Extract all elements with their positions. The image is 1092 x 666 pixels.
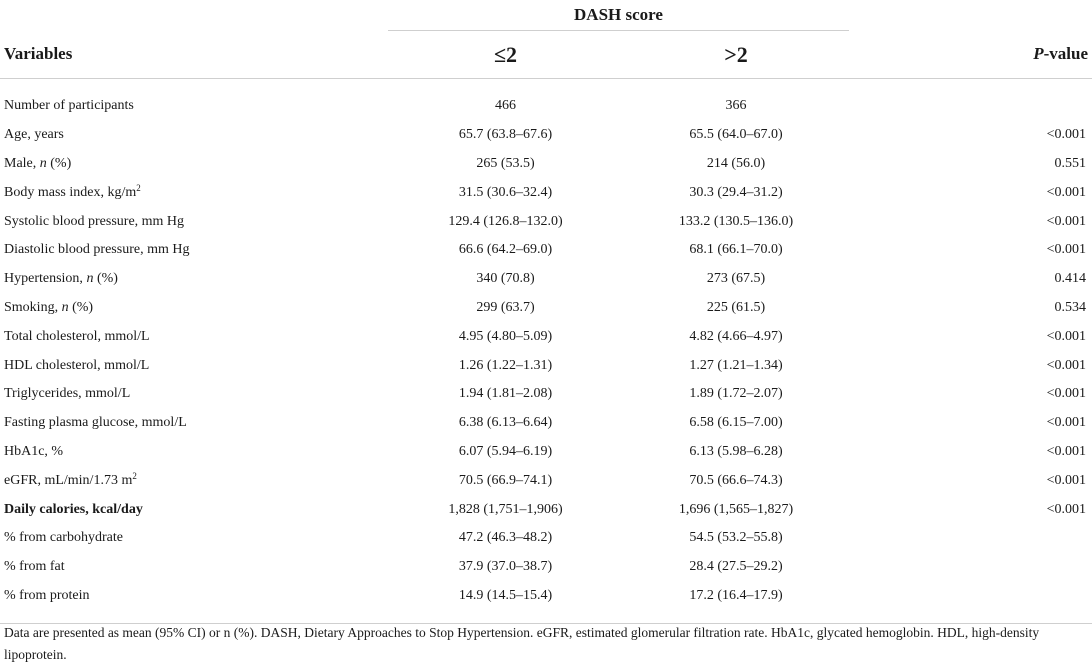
header-empty-cell: [0, 0, 388, 31]
variable-label-text: Daily calories, kcal/day: [4, 501, 143, 517]
table-row: [0, 409, 1092, 438]
variable-label-suffix: (%): [68, 299, 94, 315]
p-value: <0.001: [1046, 472, 1086, 488]
value-low-dash: 1.26 (1.22–1.31): [458, 357, 553, 373]
variable-label: [0, 178, 388, 207]
value-high-dash: 54.5 (53.2–55.8): [689, 530, 783, 546]
variable-label-suffix: (%): [46, 155, 72, 171]
table-row: [0, 178, 1092, 207]
variable-label: [0, 92, 388, 121]
variable-label-text: Systolic blood pressure, mm Hg: [4, 213, 185, 229]
value-low-dash: 6.07 (5.94–6.19): [458, 443, 553, 459]
value-low-dash: 1,828 (1,751–1,906): [448, 501, 563, 517]
p-value: 0.414: [1054, 271, 1086, 287]
variable-label-superscript: 2: [136, 182, 141, 193]
value-low-dash: 265 (53.5): [476, 155, 535, 171]
variable-label: [0, 236, 388, 265]
table-body: [0, 92, 1092, 610]
variable-label-text: Total cholesterol, mmol/L: [4, 328, 150, 344]
p-value: <0.001: [1046, 386, 1086, 402]
value-high-dash: 1.89 (1.72–2.07): [689, 386, 783, 402]
value-high-dash: 1.27 (1.21–1.34): [689, 357, 783, 373]
table-row: [0, 582, 1092, 611]
variable-label: [0, 265, 388, 294]
group-high-heading: >2: [623, 31, 849, 79]
p-value-heading: [849, 31, 1092, 79]
variable-label-suffix: (%): [93, 271, 118, 287]
variable-label-text: % from protein: [4, 587, 90, 603]
value-low-dash: 299 (63.7): [476, 299, 535, 315]
value-low-dash: 66.6 (64.2–69.0): [458, 242, 553, 258]
variable-label-text: Hypertension,: [4, 271, 87, 287]
variable-label-italic: n: [39, 155, 47, 171]
table-row: [0, 121, 1092, 150]
value-high-dash: 68.1 (66.1–70.0): [689, 242, 783, 258]
variable-label-text: Fasting plasma glucose, mmol/L: [4, 415, 187, 431]
variable-label-text: % from carbohydrate: [4, 530, 123, 546]
variable-label-text: Body mass index, kg/m: [4, 184, 137, 200]
variable-label: [0, 466, 388, 495]
value-high-dash: 133.2 (130.5–136.0): [678, 213, 794, 229]
variables-heading: Variables: [0, 31, 388, 79]
p-value: <0.001: [1046, 184, 1086, 200]
value-high-dash: 273 (67.5): [706, 271, 766, 287]
variable-label: [0, 524, 388, 553]
value-high-dash: 1,696 (1,565–1,827): [678, 501, 794, 517]
variable-label-text: Diastolic blood pressure, mm Hg: [4, 242, 190, 258]
value-high-dash: 70.5 (66.6–74.3): [689, 472, 783, 488]
variable-label-text: Male,: [4, 155, 40, 171]
p-value-italic: P: [1033, 44, 1044, 64]
value-low-dash: 4.95 (4.80–5.09): [458, 328, 553, 344]
p-value: [849, 524, 1092, 553]
variable-label: [0, 409, 388, 438]
value-high-dash: 214 (56.0): [706, 155, 766, 171]
value-low-dash: 31.5 (30.6–32.4): [458, 184, 553, 200]
value-low-dash: 466: [495, 98, 516, 114]
table-row: [0, 92, 1092, 121]
p-value: <0.001: [1046, 242, 1086, 258]
table-row: [0, 150, 1092, 179]
table-row: [0, 294, 1092, 323]
header-empty-cell: [849, 0, 1092, 31]
variable-label-superscript: 2: [132, 470, 137, 481]
variable-label-text: % from fat: [4, 559, 65, 575]
header-row-group: [0, 0, 1092, 31]
value-high-dash: 366: [725, 98, 747, 114]
variable-label: [0, 438, 388, 467]
variable-label: [0, 582, 388, 611]
variable-label-italic: n: [86, 271, 94, 287]
variable-label-text: Triglycerides, mmol/L: [4, 386, 131, 402]
table-row: [0, 438, 1092, 467]
p-value: <0.001: [1046, 357, 1086, 373]
value-low-dash: 1.94 (1.81–2.08): [458, 386, 553, 402]
value-low-dash: 6.38 (6.13–6.64): [458, 415, 553, 431]
variable-label: [0, 351, 388, 380]
value-low-dash: 70.5 (66.9–74.1): [458, 472, 553, 488]
p-value: 0.551: [1054, 155, 1086, 171]
p-value: [849, 553, 1092, 582]
p-value: <0.001: [1046, 213, 1086, 229]
variable-label: [0, 553, 388, 582]
p-value: [849, 582, 1092, 611]
variable-label-text: Age, years: [4, 127, 64, 143]
value-high-dash: 28.4 (27.5–29.2): [689, 559, 783, 575]
value-high-dash: 17.2 (16.4–17.9): [689, 587, 783, 603]
variable-label-text: HbA1c, %: [4, 443, 64, 459]
table-row: [0, 524, 1092, 553]
value-low-dash: 14.9 (14.5–15.4): [458, 587, 553, 603]
value-low-dash: 47.2 (46.3–48.2): [458, 530, 553, 546]
p-value: <0.001: [1046, 443, 1086, 459]
p-value: [849, 92, 1092, 121]
variable-label: [0, 121, 388, 150]
p-value: 0.534: [1054, 299, 1086, 315]
variable-label-text: Smoking,: [4, 299, 62, 315]
variable-label: [0, 495, 388, 524]
value-high-dash: 4.82 (4.66–4.97): [689, 328, 783, 344]
value-high-dash: 30.3 (29.4–31.2): [689, 184, 783, 200]
value-low-dash: 65.7 (63.8–67.6): [458, 127, 553, 143]
value-low-dash: 129.4 (126.8–132.0): [448, 213, 563, 229]
variable-label-text: eGFR, mL/min/1.73 m: [4, 472, 133, 488]
value-high-dash: 225 (61.5): [706, 299, 766, 315]
variable-label-italic: n: [61, 299, 69, 315]
variable-label: [0, 380, 388, 409]
value-high-dash: 65.5 (64.0–67.0): [689, 127, 783, 143]
variable-label-text: HDL cholesterol, mmol/L: [4, 357, 150, 373]
table-row: [0, 495, 1092, 524]
p-value: <0.001: [1046, 501, 1086, 517]
p-value: <0.001: [1046, 415, 1086, 431]
value-high-dash: 6.58 (6.15–7.00): [689, 415, 783, 431]
variable-label: [0, 294, 388, 323]
table-row: [0, 380, 1092, 409]
table-row: [0, 322, 1092, 351]
table-row: [0, 553, 1092, 582]
variable-label: [0, 150, 388, 179]
dash-score-heading: DASH score: [388, 0, 849, 31]
table-row: [0, 236, 1092, 265]
value-low-dash: 37.9 (37.0–38.7): [458, 559, 553, 575]
value-low-dash: 340 (70.8): [476, 271, 535, 287]
group-low-heading: ≤2: [388, 31, 623, 79]
table-footnote: Data are presented as mean (95% CI) or n (%). DASH, Dietary Approaches to Stop Hypertension. eGFR, estimated glomerular filtration rate. HbA1c, glycated hemoglobin. HDL, high-density lipoprotein.: [4, 625, 1040, 662]
table-row: [0, 466, 1092, 495]
p-value-suffix: -value: [1043, 44, 1088, 64]
table-row: [0, 351, 1092, 380]
variable-label-text: Number of participants: [4, 98, 134, 114]
variable-label: [0, 322, 388, 351]
variable-label: [0, 207, 388, 236]
table-row: [0, 207, 1092, 236]
value-high-dash: 6.13 (5.98–6.28): [689, 443, 783, 459]
p-value: <0.001: [1046, 328, 1086, 344]
p-value: <0.001: [1046, 127, 1086, 143]
header-row-columns: [0, 31, 1092, 79]
table-row: [0, 265, 1092, 294]
